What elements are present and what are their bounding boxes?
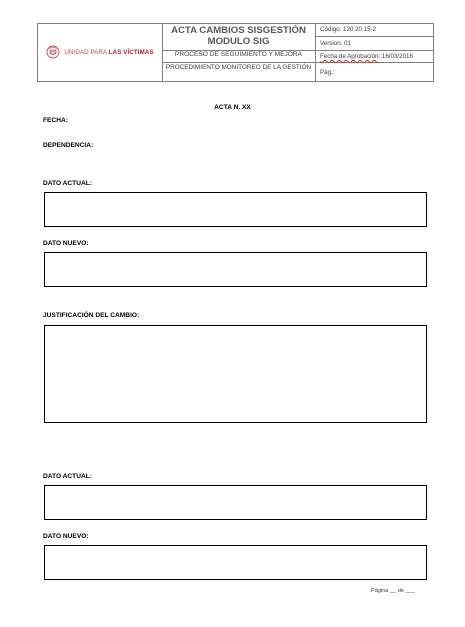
organization-logo (38, 24, 162, 80)
dato-actual-field[interactable] (44, 192, 427, 227)
justificacion-label: JUSTIFICACIÓN DEL CAMBIO: (43, 312, 140, 319)
logo-wordmark (64, 49, 153, 56)
document-version: Version: 01 (320, 40, 351, 47)
header-row-right-1 (315, 36, 434, 37)
title-line-2: MODULO SIG (207, 36, 270, 47)
dato-nuevo-label: DATO NUEVO: (43, 240, 89, 247)
dato-nuevo-field[interactable] (44, 252, 427, 287)
dato-nuevo-label-2: DATO NUEVO: (43, 533, 89, 540)
dato-actual-label: DATO ACTUAL: (43, 180, 92, 187)
header-row-right-3 (315, 62, 434, 63)
procedure-name: PROCEDIMIENTO MONITOREO DE LA GESTIÓN (165, 64, 312, 71)
header-border-bottom (37, 81, 434, 82)
header-row-mid-2 (162, 62, 315, 63)
header-row-right-2 (315, 50, 434, 51)
approval-label: Fecha de Aprobación (320, 53, 379, 60)
logo-text-bold: LAS VÍCTIMAS (108, 48, 154, 56)
dato-nuevo-field-2[interactable] (44, 545, 427, 580)
dato-actual-label-2: DATO ACTUAL: (43, 473, 92, 480)
approval-date (320, 53, 413, 60)
header-divider-meta (315, 23, 316, 82)
process-name: PROCESO DE SEGUIMIENTO Y MEJORA (174, 51, 303, 58)
document-code: Código: 120.20.15-2 (320, 26, 377, 33)
logo-text-regular: UNIDAD PARA (64, 48, 109, 56)
approval-date-value: : 16/03/2016 (378, 53, 413, 60)
dependencia-label: DEPENDENCIA: (43, 142, 94, 149)
title-line-1: ACTA CAMBIOS SISGESTIÓN (171, 25, 306, 36)
document-title (162, 25, 315, 47)
page-footer: Página __ de ___ (371, 588, 415, 594)
header-border-right (433, 23, 434, 82)
dato-actual-field-2[interactable] (44, 485, 427, 520)
fecha-label: FECHA: (43, 117, 68, 124)
act-title: ACTA N. XX (214, 104, 251, 111)
page-number-field: Pág.: (320, 69, 335, 76)
coat-of-arms-icon (46, 45, 60, 59)
justificacion-field[interactable] (44, 325, 427, 423)
